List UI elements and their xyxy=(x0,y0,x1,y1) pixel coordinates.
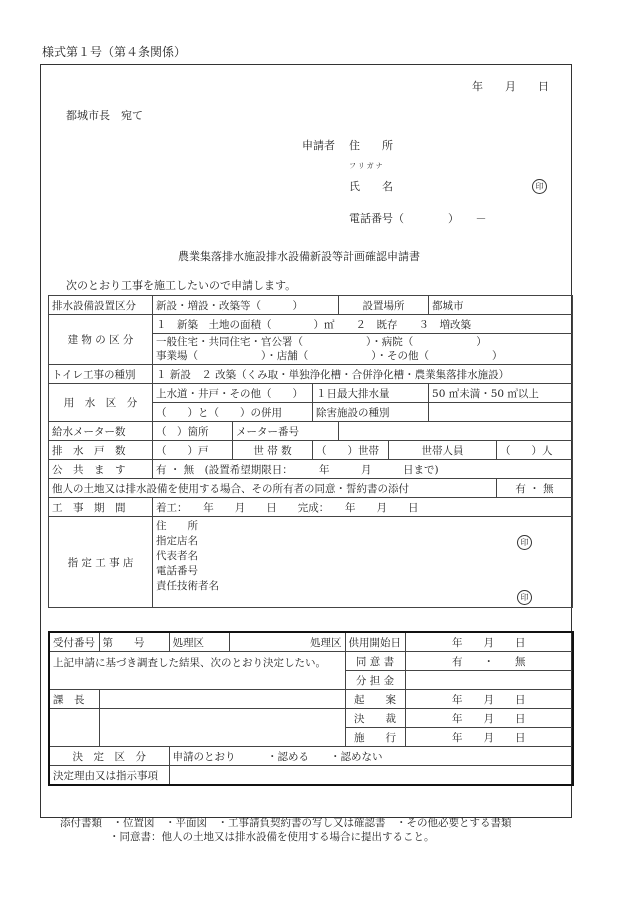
area-label: 処理区 xyxy=(169,632,229,652)
toilet-label: トイレ工事の種別 xyxy=(49,365,153,384)
chief-label: 課 長 xyxy=(49,690,99,709)
note-consent: ・同意書：他人の土地又は排水設備を使用する場合に提出すること。 xyxy=(109,831,435,843)
location-value: 都城市 xyxy=(429,296,573,315)
max-discharge-value: 50 ㎥未満・50 ㎥以上 xyxy=(429,384,573,403)
water-label: 用 水 区 分 xyxy=(49,384,153,422)
result-text: 上記申請に基づき調査した結果、次のとおり決定したい。 xyxy=(49,652,345,690)
form-number: 様式第１号（第４条関係） xyxy=(42,45,187,59)
form-title: 農業集落排水施設排水設備新設等計画確認申請書 xyxy=(178,250,420,263)
meter-count-label: 給水メーター数 xyxy=(49,422,153,441)
public-label: 公 共 ま す xyxy=(49,460,153,479)
persons-label: 世帯人員 xyxy=(389,441,497,460)
applicant-phone: 電話番号（ ） － xyxy=(349,212,487,225)
contractor-phone: 電話番号 xyxy=(156,565,198,577)
setai-value: （ ）世帯 xyxy=(313,441,389,460)
note-attachments: 添付書類 ・位置図 ・平面図 ・工事請負契約書の写し又は確認書 ・その他必要とする書類 xyxy=(60,817,512,829)
seal-icon: 印 xyxy=(517,590,532,605)
toilet-value: １ 新設 ２ 改築（くみ取・単独浄化槽・合併浄化槽・農業集落排水施設） xyxy=(153,365,573,384)
application-table xyxy=(48,295,573,608)
approval-value: 年 月 日 xyxy=(405,709,573,728)
water-source-1: 上水道・井戸・その他（ ） xyxy=(153,384,313,403)
contractor-address: 住 所 xyxy=(156,520,198,532)
area-value: 処理区 xyxy=(229,632,345,652)
meter-count-value: （ ）箇所 xyxy=(153,422,233,441)
share-label: 分 担 金 xyxy=(345,671,405,690)
intro-text: 次のとおり工事を施工したいので申請します。 xyxy=(66,279,297,292)
applicant-address: 住 所 xyxy=(349,139,393,152)
consent-doc-value: 有 ・ 無 xyxy=(405,652,573,671)
applicant-label: 申請者 xyxy=(302,139,335,152)
period-label: 工 事 期 間 xyxy=(49,498,153,517)
receipt-no: 第 号 xyxy=(99,632,169,652)
approval-label: 決 裁 xyxy=(345,709,405,728)
households-value: （ ）戸 xyxy=(153,441,233,460)
seal-icon: 印 xyxy=(532,179,547,194)
applicant-name: 氏 名 xyxy=(349,180,393,193)
removal-label: 除害施設の種別 xyxy=(313,403,429,422)
contractor-representative: 代表者名 xyxy=(156,550,198,562)
consent-value: 有 ・ 無 xyxy=(497,479,573,498)
addressee: 都城市長 宛て xyxy=(66,109,143,122)
setai-label: 世 帯 数 xyxy=(233,441,313,460)
receipt-label: 受付番号 xyxy=(49,632,99,652)
households-label: 排 水 戸 数 xyxy=(49,441,153,460)
draft-label: 起 案 xyxy=(345,690,405,709)
max-discharge-label: １日最大排水量 xyxy=(313,384,429,403)
water-source-2: （ ）と（ ）の併用 xyxy=(153,403,313,422)
applicant-furigana: フリガナ xyxy=(349,162,385,170)
contractor-label: 指 定 工 事 店 xyxy=(49,517,153,608)
exec-label: 施 行 xyxy=(345,728,405,747)
decision-label: 決 定 区 分 xyxy=(49,747,169,766)
reason-label: 決定理由又は指示事項 xyxy=(49,766,169,786)
contractor-engineer: 責任技術者名 xyxy=(156,580,219,592)
location-label: 設置場所 xyxy=(339,296,429,315)
building-label: 建 物 の 区 分 xyxy=(49,315,153,365)
seal-icon: 印 xyxy=(517,535,532,550)
consent-doc-label: 同 意 書 xyxy=(345,652,405,671)
consent-label: 他人の土地又は排水設備を使用する場合、その所有者の同意・誓約書の添付 xyxy=(49,479,497,498)
start-value: 年 月 日 xyxy=(405,632,573,652)
decision-value: 申請のとおり ・認める ・認めない xyxy=(169,747,573,766)
contractor-shop-name: 指定店名 xyxy=(156,535,198,547)
public-value: 有 ・ 無 (設置希望期限日： 年 月 日まで) xyxy=(153,460,573,479)
office-table xyxy=(48,631,574,786)
building-type-1: １ 新築 土地の面積（ ）㎡ ２ 既存 ３ 増改築 xyxy=(153,315,573,334)
start-label: 供用開始日 xyxy=(345,632,405,652)
date-line: 年 月 日 xyxy=(472,80,549,93)
category-value: 新設・増設・改築等（ ） xyxy=(153,296,339,315)
draft-value: 年 月 日 xyxy=(405,690,573,709)
period-value: 着工： 年 月 日 完成： 年 月 日 xyxy=(153,498,573,517)
building-type-2: 一般住宅・共同住宅・官公署（ ）・病院（ ） xyxy=(156,336,487,348)
building-type-3: 事業場（ ）・店舗（ ）・その他（ ） xyxy=(156,350,503,362)
persons-value: （ ）人 xyxy=(497,441,573,460)
category-label: 排水設備設置区分 xyxy=(49,296,153,315)
exec-value: 年 月 日 xyxy=(405,728,573,747)
meter-no-label: メーター番号 xyxy=(233,422,339,441)
